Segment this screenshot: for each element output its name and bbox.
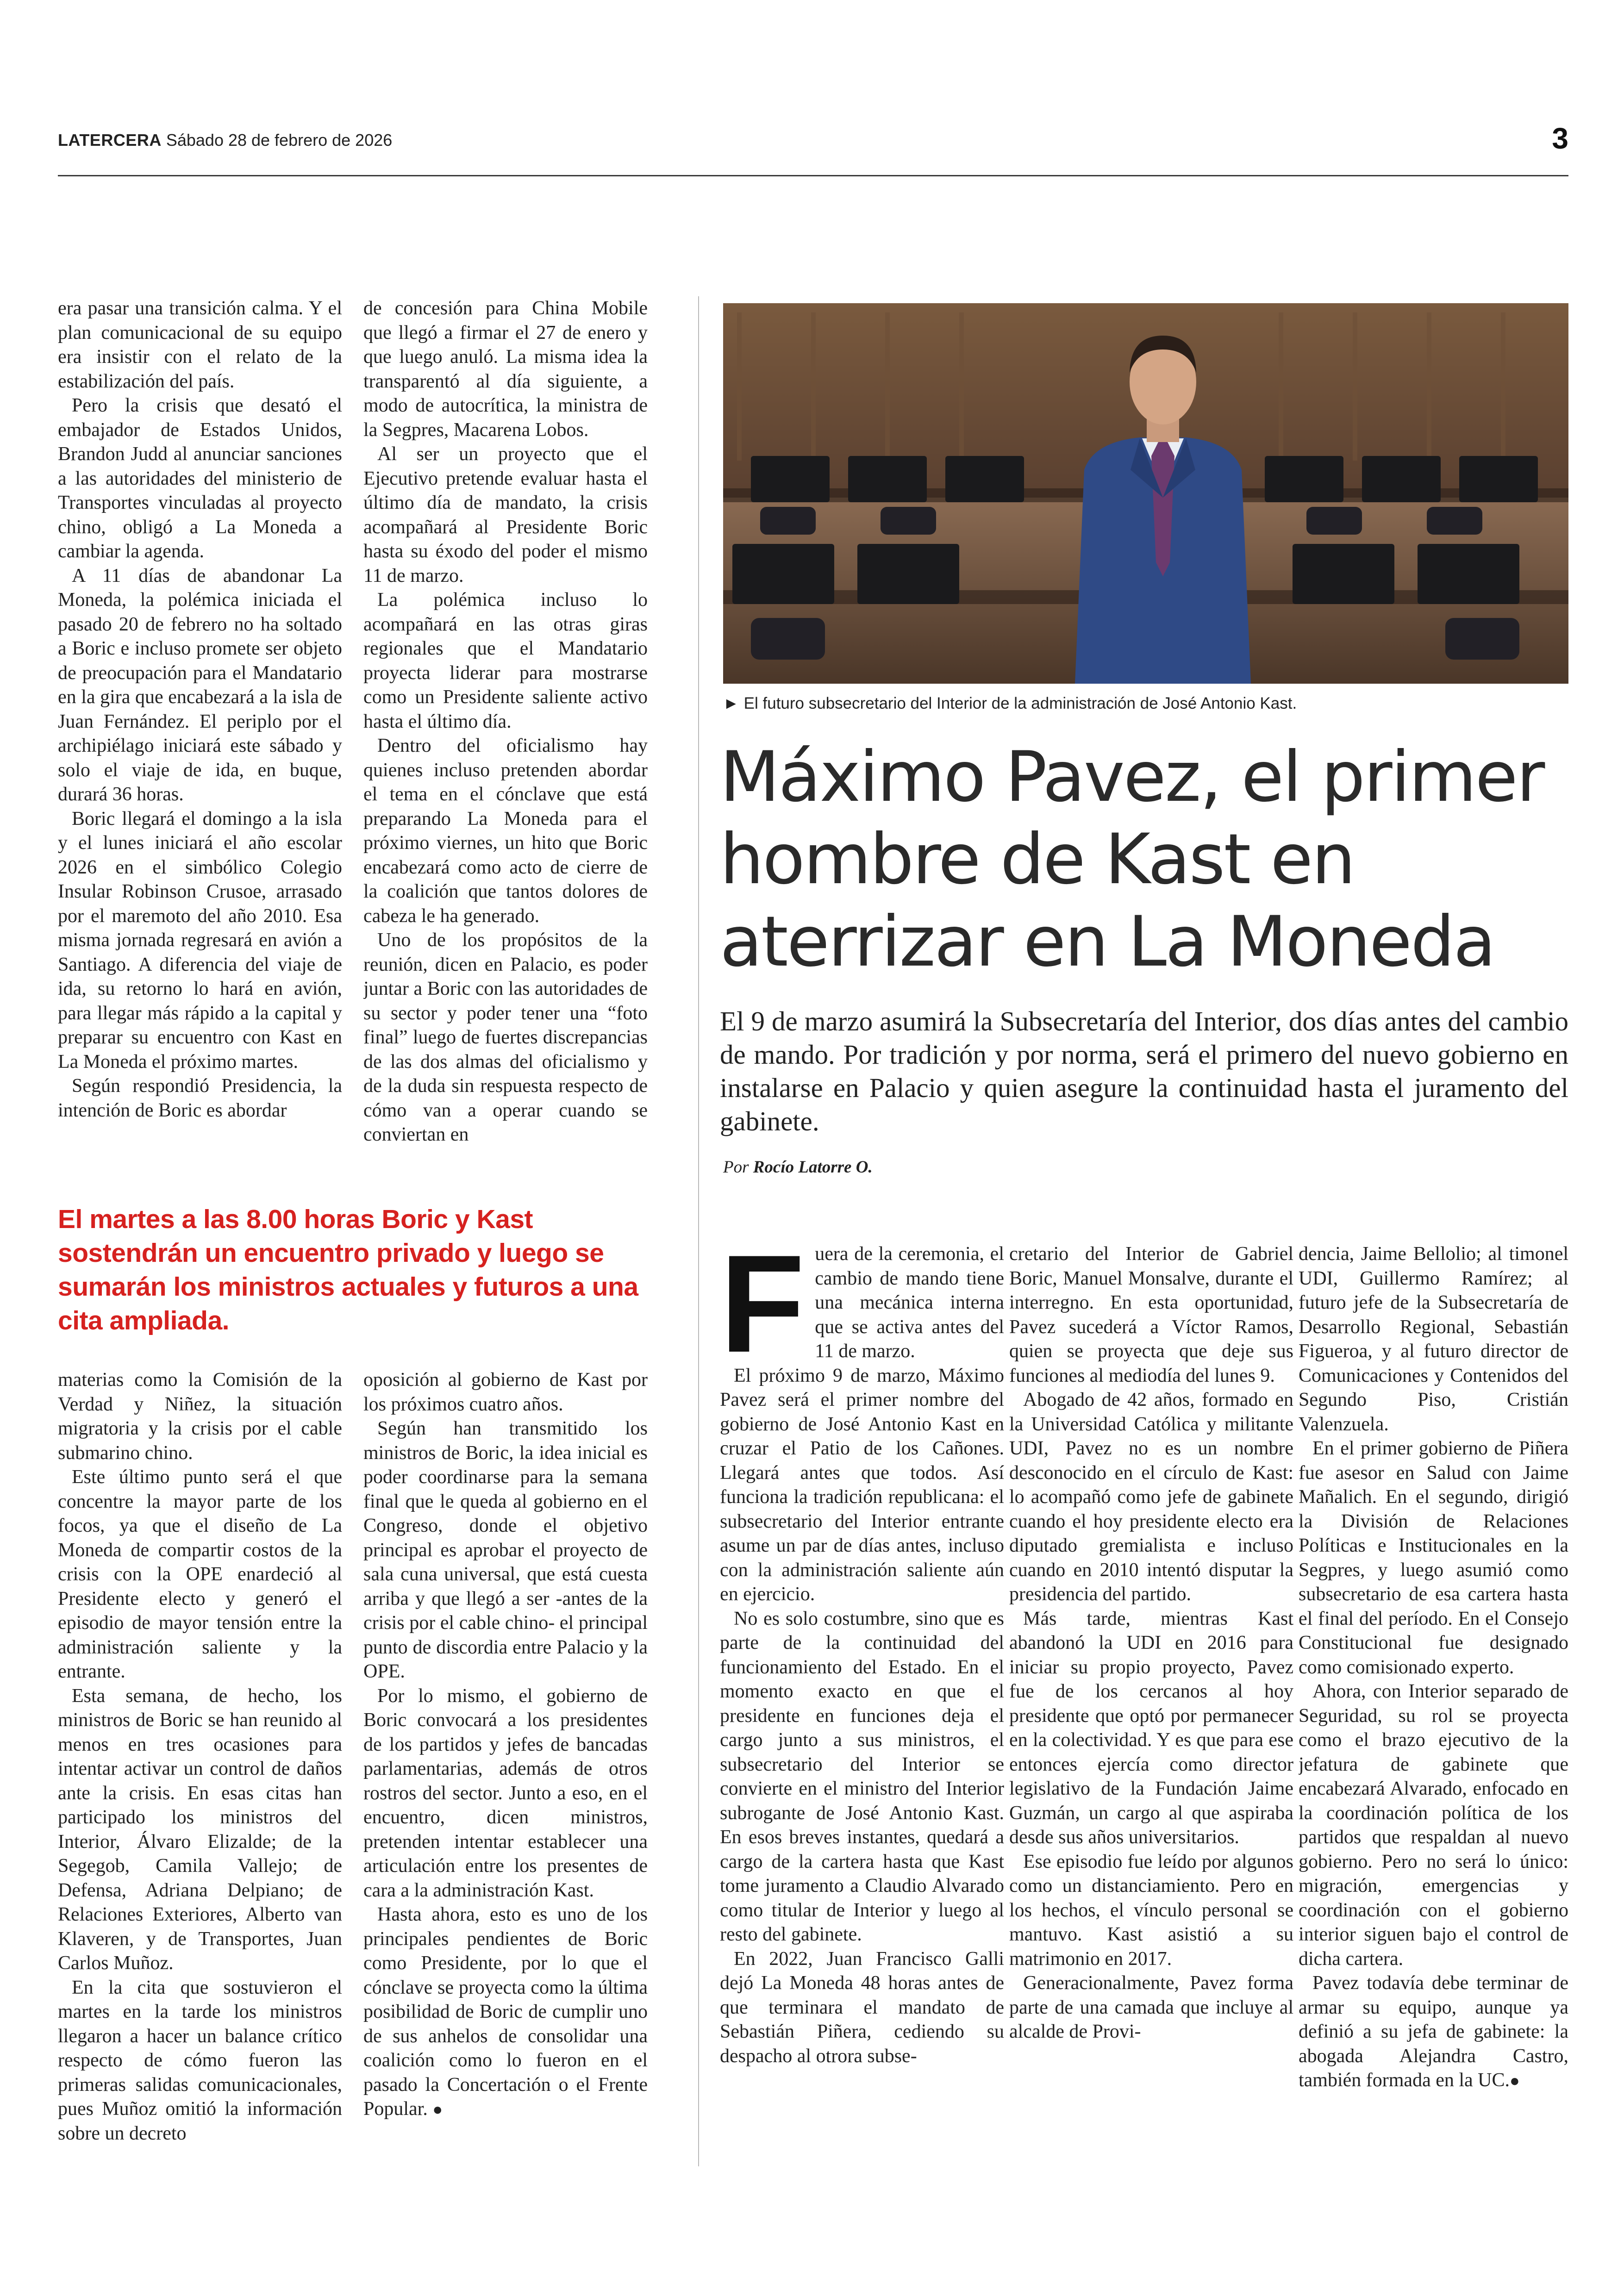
paragraph: Por lo mismo, el gobierno de Boric convocará a los presidentes de los partidos y jefes de bancadas parlamentarias, además de otros rostros del sector. Junto a eso, en el encuentro, dicen ministros, pretenden intentar establecer una articulación entre los presentes de cara a la administración Kast.	[363, 1685, 648, 1901]
paragraph-text: Hasta ahora, esto es uno de los principales pendientes de Boric como Presidente, por lo que el cónclave se proyecta como la última posibilidad de Boric de cumplir uno de sus anhelos de consolidar una coalición como lo fueron en el pasado la Concertación o el Frente Popular.	[363, 1904, 648, 2120]
end-mark: ●	[1510, 2071, 1520, 2090]
paragraph: Ese episodio fue leído por algunos como un distanciamiento. Pero en los hechos, el vínculo personal se mantuvo. Kast asistió a su matrimonio en 2017.	[1009, 1851, 1293, 1970]
paragraph: Ahora, con Interior separado de Seguridad, su rol se proyecta como el brazo ejecutivo de la jefatura de gabinete que encabezará Alvarado, enfocado en la coordinación política de los partidos que respaldan al nuevo gobierno. Pero no será lo único: migración, emergencias y coordinación con el gobierno interior siguen bajo el control de dicha cartera.	[1299, 1681, 1568, 1970]
paragraph: En el primer gobierno de Piñera fue asesor en Salud con Jaime Mañalich. En el segundo, dirigió la División de Relaciones Políticas e Institucionales en la Segpres, y luego asumió como subsecretario de esa cartera hasta el final del período. En el Consejo Constitucional fue designado como comisionado experto.	[1299, 1438, 1568, 1678]
issue-date: Sábado 28 de febrero de 2026	[166, 131, 393, 150]
pull-quote: El martes a las 8.00 horas Boric y Kast sostendrán un encuentro privado y luego se sumarán los ministros actuales y futuros a una cita ampliada.	[58, 1204, 638, 1335]
page-number: 3	[1552, 122, 1568, 155]
photo-caption	[723, 694, 1568, 713]
drop-cap: F	[720, 1242, 805, 1381]
article-photo	[723, 303, 1568, 684]
paragraph: Según respondió Presidencia, la intención de Boric es abordar	[58, 1075, 342, 1121]
paragraph: Uno de los propósitos de la reunión, dicen en Palacio, es poder juntar a Boric con las autoridades de su sector y poder tener una “foto final” luego de fuertes discrepancias de las dos almas del oficialismo y de la duda sin respuesta respecto de cómo van a operar cuando se conviertan en	[363, 929, 648, 1145]
paragraph: Generacionalmente, Pavez forma parte de una camada que incluye al alcalde de Provi-	[1009, 1972, 1293, 2042]
paragraph: Esta semana, de hecho, los ministros de Boric se han reunido al menos en tres ocasiones para intentar activar un control de daños ante la crisis. En esas citas han participado los ministros del Interior, Álvaro Elizalde; de la Segegob, Camila Vallejo; de Defensa, Adriana Delpiano; de Relaciones Exteriores, Alberto van Klaveren, y de Transportes, Juan Carlos Muñoz.	[58, 1685, 342, 1974]
paragraph: Más tarde, mientras Kast abandonó la UDI en 2016 para iniciar su propio proyecto, Pavez fue de los cercanos al hoy presidente que optó por permanecer en la colectividad. Y es que para ese entonces ejercía como director legislativo de la Fundación Jaime Guzmán, un cargo al que aspiraba desde sus años universitarios.	[1009, 1608, 1293, 1848]
article-column-4	[1009, 1242, 1293, 2169]
headline: Máximo Pavez, el primer hombre de Kast en aterrizar en La Moneda	[720, 737, 1544, 982]
byline	[723, 1157, 873, 1177]
paragraph: de concesión para China Mobile que llegó a firmar el 27 de enero y que luego anuló. La misma idea la transparentó al día siguiente, a modo de autocrítica, la ministra de la Segpres, Macarena Lobos.	[363, 298, 648, 441]
paragraph: Según han transmitido los ministros de Boric, la idea inicial es poder coordinarse para la semana final que le queda al gobierno en el Congreso, donde el objetivo principal es aprobar el proyecto de sala cuna universal, que está cuesta arriba y que llegó a ser -antes de la crisis por el cable chino- el principal punto de discordia entre Palacio y la OPE.	[363, 1418, 648, 1682]
byline-author: Rocío Latorre O.	[753, 1158, 873, 1177]
column-divider	[698, 296, 699, 2166]
paragraph: La polémica incluso lo acompañará en las otras giras regionales que el Mandatario proyecta liderar para mostrarse como un Presidente saliente activo hasta el último día.	[363, 589, 648, 732]
paragraph	[1299, 1971, 1568, 2093]
header-rule	[58, 175, 1568, 176]
paragraph: oposición al gobierno de Kast por los próximos cuatro años.	[363, 1369, 648, 1415]
paragraph: Boric llegará el domingo a la isla y el lunes iniciará el año escolar 2026 en el simbólico Colegio Insular Robinson Crusoe, arrasado por el maremoto del año 2010. Esa misma jornada regresará en avión a Santiago. A diferencia del viaje de ida, su retorno lo hará en avión, para llegar más rápido a la capital y preparar su encuentro con Kast en La Moneda el próximo martes.	[58, 808, 342, 1073]
article-column-2-bottom	[363, 1368, 648, 2169]
article-column-1-top	[58, 296, 342, 1169]
paragraph: El próximo 9 de marzo, Máximo Pavez será el primer nombre del gobierno de José Antonio Kast en cruzar el Patio de los Cañones. Llegará antes que todos. Así funciona la tradición republicana: el subsecretario del Interior entrante asume un par de días antes, incluso con la administración saliente aún en ejercicio.	[720, 1365, 1004, 1605]
byline-prefix: Por	[723, 1158, 749, 1177]
paragraph: materias como la Comisión de la Verdad y Niñez, la situación migratoria y la crisis por el cable submarino chino.	[58, 1369, 342, 1464]
article-column-3	[720, 1242, 1004, 2169]
newspaper-brand: LATERCERA	[58, 131, 162, 150]
paragraph: era pasar una transición calma. Y el plan comunicacional de su equipo era insistir con el relato de la estabilización del país.	[58, 298, 342, 392]
article-column-2-top	[363, 296, 648, 1169]
paragraph: A 11 días de abandonar La Moneda, la polémica iniciada el pasado 20 de febrero no ha soltado a Boric e incluso promete ser objeto de preocupación para el Mandatario en la gira que encabezará a la isla de Juan Fernández. El periplo por el archipiélago iniciará este sábado y solo el viaje de ida, en buque, durará 36 horas.	[58, 565, 342, 805]
paragraph: dencia, Jaime Bellolio; al timonel UDI, Guillermo Ramírez; al futuro jefe de la Subsecretaría de Desarrollo Regional, Sebastián Figueroa, y al futuro director de Comunicaciones y Contenidos del Segundo Piso, Cristián Valenzuela.	[1299, 1243, 1568, 1435]
article-column-5	[1299, 1242, 1568, 2169]
deck: El 9 de marzo asumirá la Subsecretaría del Interior, dos días antes del cambio de mando. Por tradición y por norma, será el primero del nuevo gobierno en instalarse en Palacio y quien asegure la continuidad hasta el juramento del gabinete.	[720, 1006, 1568, 1136]
paragraph-text: uera de la ceremonia, el cambio de mando tiene una mecánica interna que se activa antes del 11 de marzo.	[815, 1243, 1004, 1362]
end-mark: ●	[432, 2100, 443, 2119]
paragraph: En la cita que sostuvieron el martes en la tarde los ministros llegaron a hacer un balance crítico respecto de cómo fueron las primeras salidas comunicacionales, pues Muñoz omitió la información sobre un decreto	[58, 1977, 342, 2144]
paragraph: cretario del Interior de Gabriel Boric, Manuel Monsalve, durante el interregno. En esta oportunidad, Pavez sucederá a Víctor Ramos, quien se proyecta que deje sus funciones al mediodía del lunes 9.	[1009, 1243, 1293, 1386]
caption-arrow-icon: ►	[723, 694, 739, 712]
paragraph: No es solo costumbre, sino que es parte de la continuidad del funcionamiento del Estado. En el momento exacto en que el presidente en funciones deja el cargo junto a sus ministros, el subsecretario del Interior se convierte en el ministro del Interior subrogante de José Antonio Kast. En esos breves instantes, quedará a cargo de la cartera hasta que Kast tome juramento a Claudio Alvarado como titular de Interior y luego al resto del gabinete.	[720, 1608, 1004, 1945]
paragraph	[363, 1902, 648, 2122]
paragraph: Pero la crisis que desató el embajador de Estados Unidos, Brandon Judd al anunciar sanciones a las autoridades del ministerio de Transportes vinculadas al proyecto chino, obligó a La Moneda a cambiar la agenda.	[58, 395, 342, 562]
caption-text: El futuro subsecretario del Interior de la administración de José Antonio Kast.	[743, 694, 1297, 712]
paragraph: Al ser un proyecto que el Ejecutivo pretende evaluar hasta el último día de mandato, la crisis acompañará al Presidente Boric hasta su éxodo del poder el mismo 11 de marzo.	[363, 443, 648, 586]
paragraph: Este último punto será el que concentre la mayor parte de los focos, ya que el diseño de La Moneda de compartir costos de la crisis con la OPE enardeció al Presidente electo y generó el episodio de mayor tensión entre la administración saliente y la entrante.	[58, 1466, 342, 1682]
article-column-1-bottom	[58, 1368, 342, 2169]
paragraph-text: Pavez todavía debe terminar de armar su equipo, aunque ya definió a su jefa de gabinete: la abogada Alejandra Castro, también formada en la UC.	[1299, 1972, 1568, 2091]
paragraph: En 2022, Juan Francisco Galli dejó La Moneda 48 horas antes de que terminara el mandato de Sebastián Piñera, cediendo su despacho al otrora subse-	[720, 1948, 1004, 2067]
paragraph: Dentro del oficialismo hay quienes incluso pretenden abordar el tema en el cónclave que está preparando La Moneda para el próximo viernes, un hito que Boric encabezará como acto de cierre de la coalición que tantos dolores de cabeza le ha generado.	[363, 735, 648, 927]
masthead	[58, 131, 392, 150]
paragraph: Abogado de 42 años, formado en la Universidad Católica y militante UDI, Pavez no es un nombre desconocido en el círculo de Kast: lo acompañó como jefe de gabinete cuando el hoy presidente electo era diputado gremialista e incluso cuando en 2010 intentó disputar la presidencia del partido.	[1009, 1389, 1293, 1605]
paragraph	[720, 1242, 1004, 1381]
